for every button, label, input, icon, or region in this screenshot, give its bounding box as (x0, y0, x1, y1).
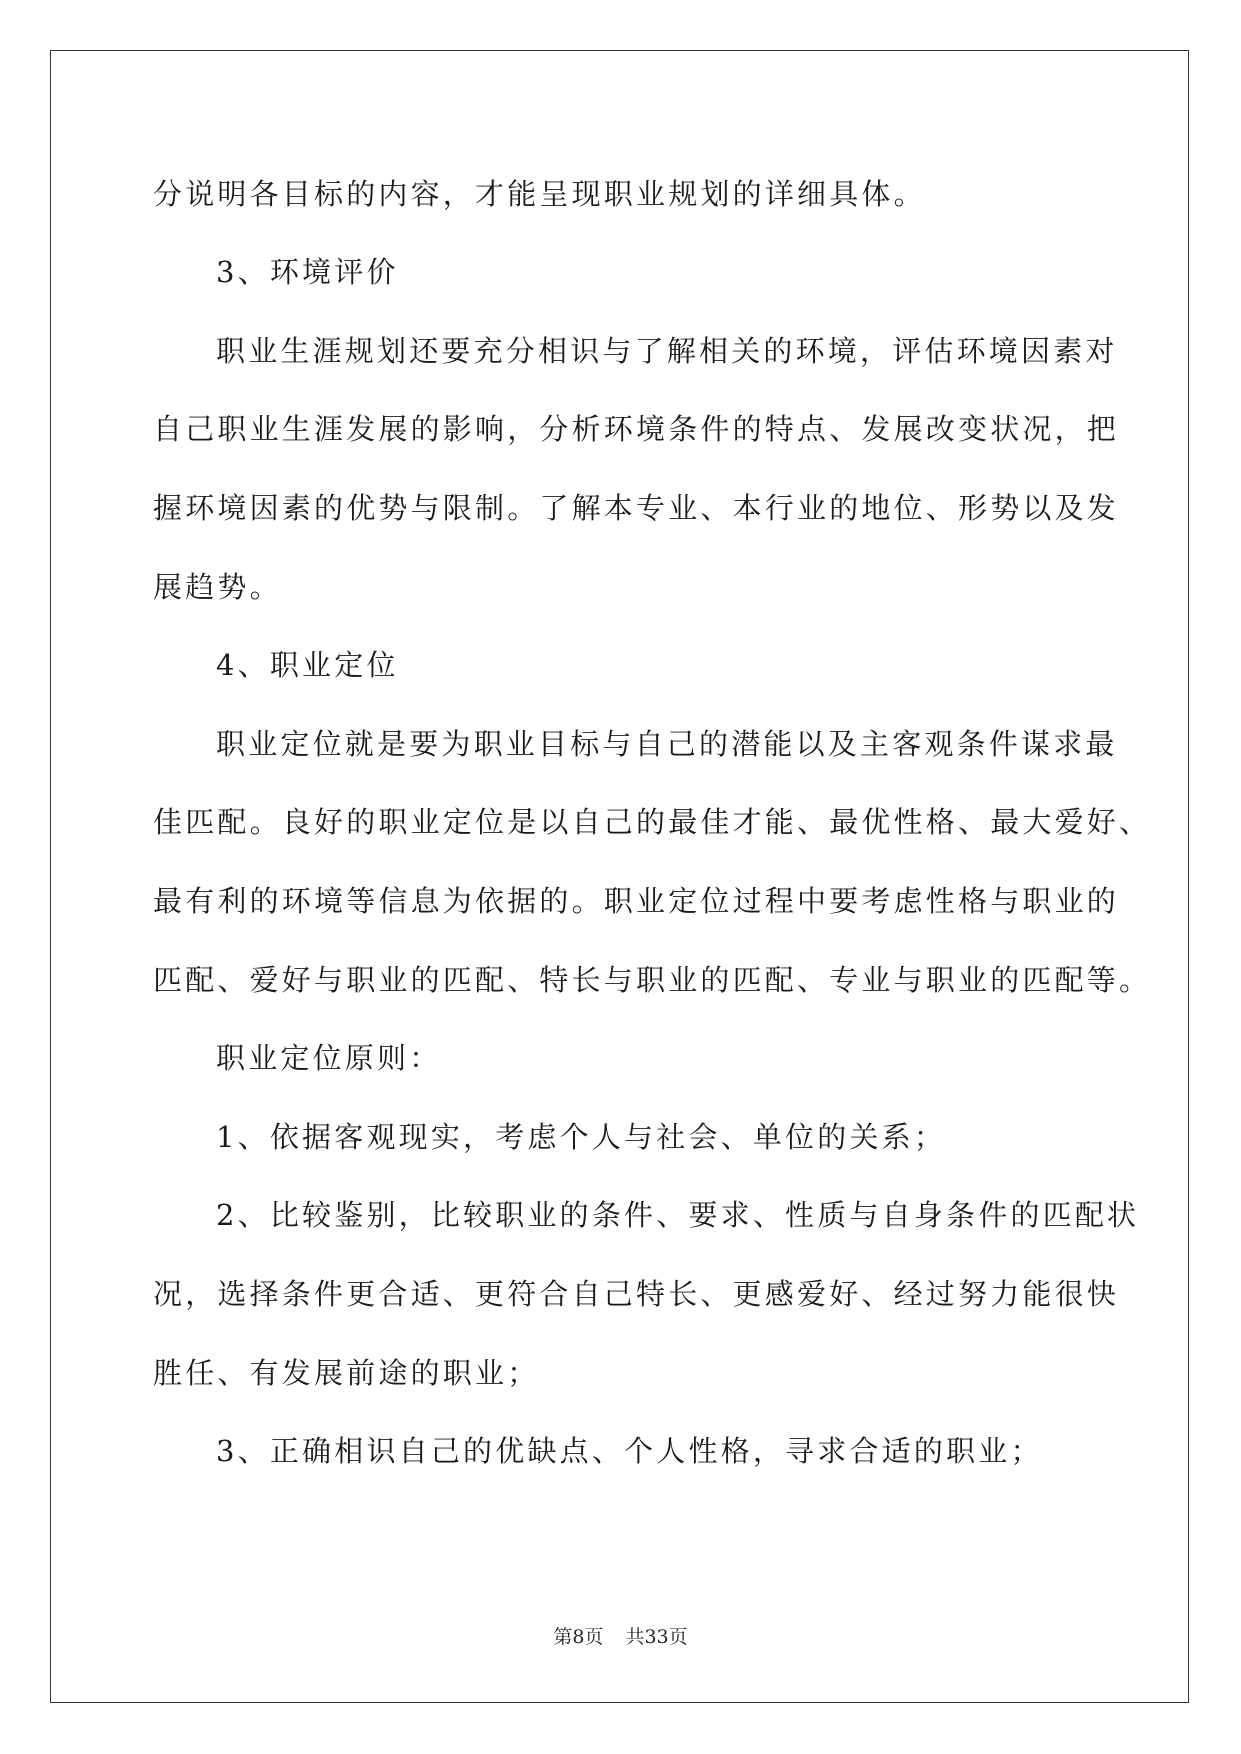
section-heading: 4、职业定位 (216, 648, 399, 682)
body-line: 况，选择条件更合适、更符合自己特长、更感爱好、经过努力能很快 (153, 1277, 1120, 1311)
body-line: 展趋势。 (153, 570, 282, 604)
list-item: 3、正确相识自己的优缺点、个人性格，寻求合适的职业； (216, 1434, 1043, 1468)
body-line: 握环境因素的优势与限制。了解本专业、本行业的地位、形势以及发 (153, 491, 1120, 525)
body-line: 职业定位原则： (216, 1041, 442, 1075)
body-line: 胜任、有发展前途的职业； (153, 1356, 540, 1390)
page-number: 第8页 (553, 1626, 604, 1648)
body-line: 职业定位就是要为职业目标与自己的潜能以及主客观条件谋求最 (216, 727, 1118, 761)
page-total: 共33页 (625, 1626, 688, 1648)
body-line: 分说明各目标的内容，才能呈现职业规划的详细具体。 (153, 177, 926, 211)
body-line: 职业生涯规划还要充分相识与了解相关的环境，评估环境因素对 (216, 334, 1118, 368)
list-item: 2、比较鉴别，比较职业的条件、要求、性质与自身条件的匹配状 (216, 1198, 1140, 1232)
page-footer (0, 1622, 1241, 1649)
body-line: 匹配、爱好与职业的匹配、特长与职业的匹配、专业与职业的匹配等。 (153, 963, 1152, 997)
body-line: 最有利的环境等信息为依据的。职业定位过程中要考虑性格与职业的 (153, 884, 1120, 918)
body-line: 佳匹配。良好的职业定位是以自己的最佳才能、最优性格、最大爱好、 (153, 805, 1152, 839)
section-heading: 3、环境评价 (216, 255, 399, 289)
list-item: 1、依据客观现实，考虑个人与社会、单位的关系； (216, 1120, 947, 1154)
body-line: 自己职业生涯发展的影响，分析环境条件的特点、发展改变状况，把 (153, 412, 1120, 446)
